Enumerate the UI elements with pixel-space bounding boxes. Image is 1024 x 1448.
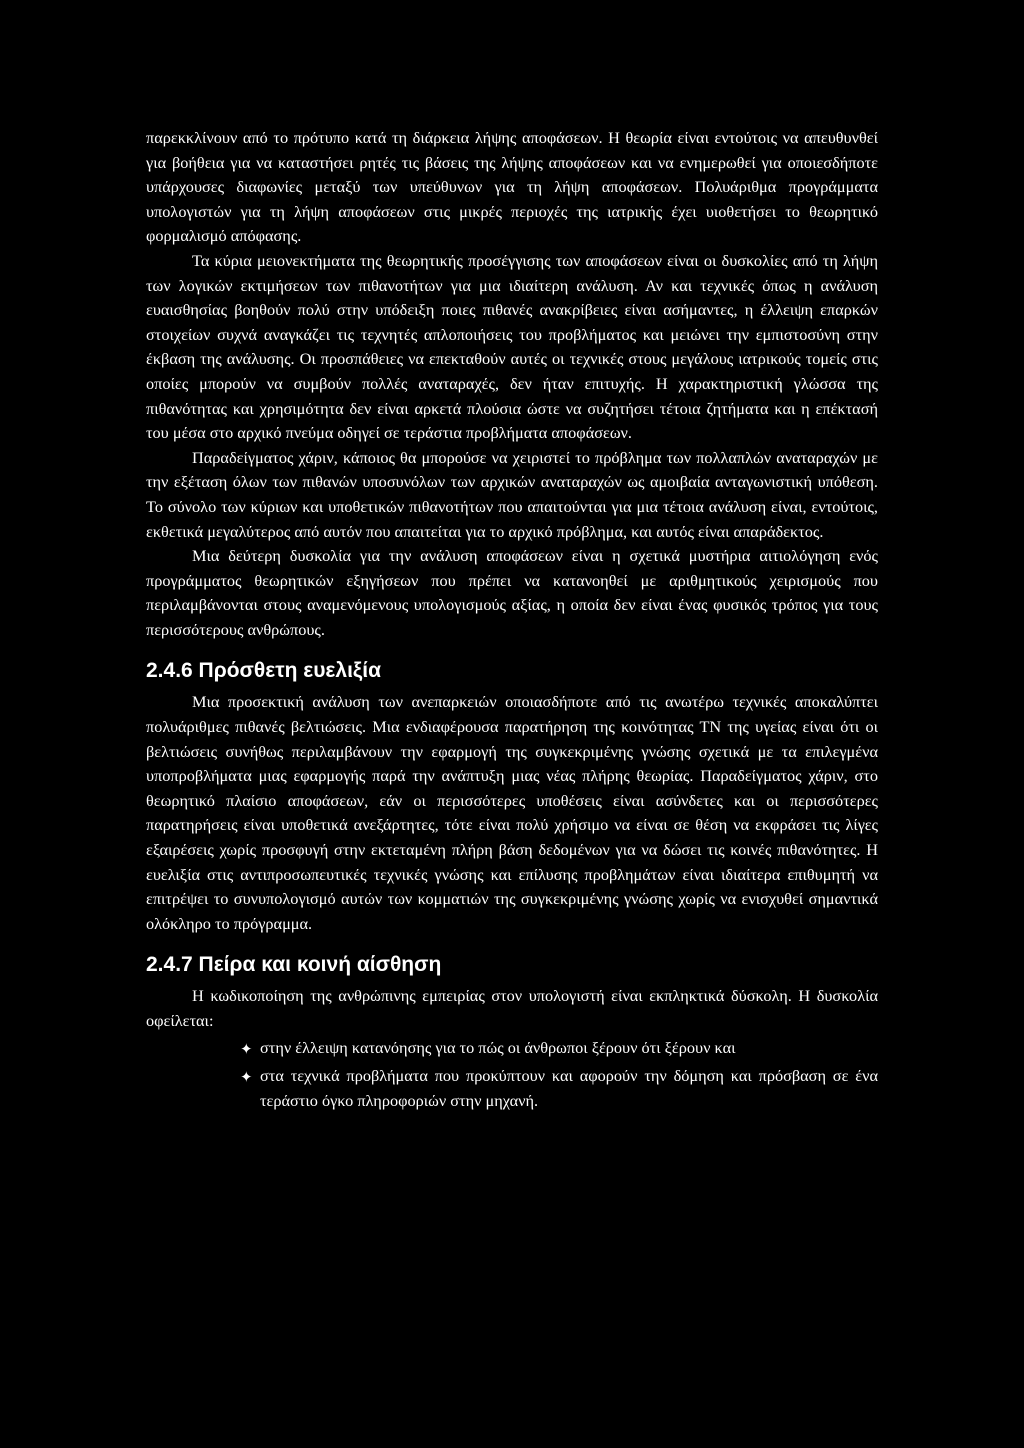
list-item — [146, 1036, 878, 1061]
body-paragraph: παρεκκλίνουν από το πρότυπο κατά τη διάρκεια λήψης αποφάσεων. Η θεωρία είναι εντούτοις να απευθυνθεί για βοήθεια για να καταστήσει ρητές τις βάσεις της λήψης αποφάσεων και να ενημερωθεί για οποιεσδήποτε υπάρχουσες διαφωνίες μεταξύ των υπεύθυνων για τη λήψη αποφάσεων. Πολυάριθμα προγράμματα υπολογιστών για τη λήψη αποφάσεων στις μικρές περιοχές της ιατρικής έχει υιοθετήσει το θεωρητικό φορμαλισμό απόφασης. — [146, 128, 878, 246]
document-page — [146, 126, 878, 1117]
section-heading-2-4-6: 2.4.6 Πρόσθετη ευελιξία — [146, 659, 382, 683]
body-paragraph: Τα κύρια μειονεκτήματα της θεωρητικής προσέγγισης των αποφάσεων είναι οι δυσκολίες από τη λήψη των λογικών εκτιμήσεων των πιθανοτήτων για μια ιδιαίτερη ανάλυση. Αν και τεχνικές όπως η ανάλυση ευαισθησίας βοηθούν πολύ στην υπόδειξη ποιες πιθανές ανακρίβειες είναι ασήμαντες, η έλλειψη επαρκών στοιχείων συχνά αναγκάζει τις τεχνητές απλοποιήσεις του προβλήματος και μειώνει την εμπιστοσύνη στην έκβαση της ανάλυσης. Οι προσπάθειες να επεκταθούν αυτές οι τεχνικές στους μεγάλους ιατρικούς τομείς στις οποίες μπορούν να συμβούν πολλές αναταραχές, δεν ήταν επιτυχής. Η χαρακτηριστική γλώσσα της πιθανότητας και χρησιμότητα δεν είναι αρκετά πλούσια ώστε να συζητήσει τέτοια ζητήματα και η επέκτασή του μέσα στο αρχικό πνεύμα οδηγεί σε τεράστια προβλήματα αποφάσεων. — [146, 250, 878, 443]
four-point-star-bullet-icon: ✦ — [240, 1039, 253, 1058]
body-paragraph: Μια προσεκτική ανάλυση των ανεπαρκειών οποιασδήποτε από τις ανωτέρω τεχνικές αποκαλύπτει πολυάριθμες πιθανές βελτιώσεις. Μια ενδιαφέρουσα παρατήρηση της κοινότητας ΤΝ της υγείας είναι ότι οι βελτιώσεις συνήθως περιλαμβάνουν την εφαρμογή της συγκεκριμένης γνώσης σχετικά με τα επιλεγμένα υποπροβλήματα μιας εφαρμογής παρά την ανάπτυξη μιας νέας πλήρης θεωρίας. Παραδείγματος χάριν, στο θεωρητικό πλαίσιο αποφάσεων, εάν οι περισσότερες υποθέσεις είναι ασύνδετες και οι περισσότερες παρατηρήσεις είναι υποθετικά ανεξάρτητες, τότε είναι πολύ χρήσιμο να είναι σε θέση να εκφράσει τις λίγες εξαιρέσεις χωρίς προσφυγή στην εκτεταμένη πλήρη βάση δεδομένων για να δώσει τις κοινές πιθανότητες. Η ευελιξία στις αντιπροσωπευτικές τεχνικές γνώσης και επίλυσης προβλημάτων είναι ιδιαίτερα επιθυμητή να επιτρέψει το συνυπολογισμό αυτών των κομματιών της συγκεκριμένης γνώσης χωρίς να ενισχυθεί σημαντικά ολόκληρο το πρόγραμμα. — [146, 692, 878, 933]
body-paragraph: Μια δεύτερη δυσκολία για την ανάλυση αποφάσεων είναι η σχετικά μυστήρια αιτιολόγηση ενός προγράμματος θεωρητικών εξηγήσεων που πρέπει να κατανοηθεί με αριθμητικούς χειρισμούς που περιλαμβάνονται στους αναμενόμενους υπολογισμούς αξίας, η οποία δεν είναι ένας φυσικός τρόπος για τους περισσότερους ανθρώπους. — [146, 546, 878, 639]
section-heading-2-4-7: 2.4.7 Πείρα και κοινή αίσθηση — [146, 953, 442, 977]
list-item-text: στην έλλειψη κατανόησης για το πώς οι άνθρωποι ξέρουν ότι ξέρουν και — [260, 1037, 736, 1057]
list-item-text: στα τεχνικά προβλήματα που προκύπτουν και αφορούν την δόμηση και πρόσβαση σε ένα τεράστιο όγκο πληροφοριών στην μηχανή. — [260, 1066, 878, 1110]
four-point-star-bullet-icon: ✦ — [240, 1068, 253, 1087]
body-paragraph: Παραδείγματος χάριν, κάποιος θα μπορούσε να χειριστεί το πρόβλημα των πολλαπλών αναταραχών με την εξέταση όλων των πιθανών υποσυνόλων των αρχικών αναταραχών ως αμοιβαία ανταγωνιστική υπόθεση. Το σύνολο των κύριων και υποθετικών πιθανοτήτων που απαιτούνται για μια τέτοια ανάλυση είναι, εντούτοις, εκθετικά μεγαλύτερος από αυτόν που απαιτείται για το αρχικό πρόβλημα, και αυτός είναι απαράδεκτος. — [146, 447, 878, 541]
bullet-list — [146, 1036, 878, 1114]
body-paragraph: Η κωδικοποίηση της ανθρώπινης εμπειρίας στον υπολογιστή είναι εκπληκτικά δύσκολη. Η δυσκολία οφείλεται: — [146, 986, 878, 1030]
list-item — [146, 1064, 878, 1113]
